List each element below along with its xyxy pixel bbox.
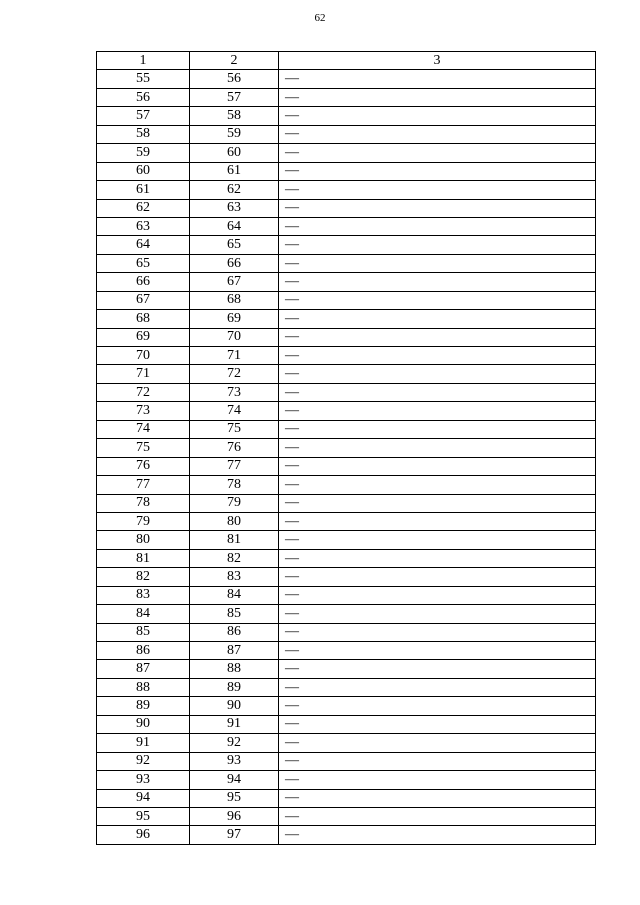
cell-col-1: 79 <box>97 512 190 530</box>
table-row <box>97 586 596 604</box>
table-row <box>97 642 596 660</box>
cell-col-3: — <box>279 531 596 549</box>
cell-col-2: 61 <box>190 162 279 180</box>
cell-col-1: 87 <box>97 660 190 678</box>
cell-col-1: 93 <box>97 771 190 789</box>
table-row <box>97 383 596 401</box>
cell-col-2: 60 <box>190 144 279 162</box>
cell-col-2: 57 <box>190 88 279 106</box>
cell-col-1: 57 <box>97 107 190 125</box>
cell-col-3: — <box>279 752 596 770</box>
cell-col-3: — <box>279 328 596 346</box>
cell-col-3: — <box>279 402 596 420</box>
cell-col-2: 93 <box>190 752 279 770</box>
cell-col-2: 85 <box>190 605 279 623</box>
cell-col-2: 68 <box>190 291 279 309</box>
cell-col-3: — <box>279 88 596 106</box>
cell-col-2: 59 <box>190 125 279 143</box>
cell-col-3: — <box>279 273 596 291</box>
cell-col-1: 55 <box>97 70 190 88</box>
cell-col-2: 94 <box>190 771 279 789</box>
cell-col-2: 97 <box>190 826 279 844</box>
cell-col-1: 85 <box>97 623 190 641</box>
cell-col-1: 72 <box>97 383 190 401</box>
cell-col-3: — <box>279 549 596 567</box>
cell-col-2: 62 <box>190 181 279 199</box>
table-row <box>97 605 596 623</box>
table-row <box>97 328 596 346</box>
table-row <box>97 660 596 678</box>
cell-col-2: 70 <box>190 328 279 346</box>
cell-col-3: — <box>279 476 596 494</box>
cell-col-2: 75 <box>190 420 279 438</box>
cell-col-3: — <box>279 383 596 401</box>
cell-col-1: 64 <box>97 236 190 254</box>
cell-col-2: 86 <box>190 623 279 641</box>
cell-col-1: 68 <box>97 310 190 328</box>
cell-col-3: — <box>279 807 596 825</box>
cell-col-3: — <box>279 162 596 180</box>
cell-col-2: 76 <box>190 439 279 457</box>
cell-col-1: 82 <box>97 568 190 586</box>
cell-col-2: 65 <box>190 236 279 254</box>
cell-col-1: 88 <box>97 678 190 696</box>
cell-col-1: 86 <box>97 642 190 660</box>
table-row <box>97 512 596 530</box>
cell-col-3: — <box>279 660 596 678</box>
cell-col-1: 75 <box>97 439 190 457</box>
cell-col-3: — <box>279 771 596 789</box>
cell-col-1: 77 <box>97 476 190 494</box>
table-row <box>97 310 596 328</box>
table-row <box>97 70 596 88</box>
page-number: 62 <box>314 12 326 24</box>
cell-col-2: 72 <box>190 365 279 383</box>
column-header-3: 3 <box>279 52 596 70</box>
cell-col-2: 88 <box>190 660 279 678</box>
table-row <box>97 549 596 567</box>
table-row <box>97 494 596 512</box>
cell-col-2: 81 <box>190 531 279 549</box>
table-row <box>97 181 596 199</box>
cell-col-3: — <box>279 512 596 530</box>
cell-col-3: — <box>279 623 596 641</box>
cell-col-1: 62 <box>97 199 190 217</box>
cell-col-2: 63 <box>190 199 279 217</box>
cell-col-1: 78 <box>97 494 190 512</box>
cell-col-1: 92 <box>97 752 190 770</box>
cell-col-1: 71 <box>97 365 190 383</box>
column-header-1: 1 <box>97 52 190 70</box>
table-row <box>97 531 596 549</box>
table-row <box>97 125 596 143</box>
column-header-2: 2 <box>190 52 279 70</box>
cell-col-3: — <box>279 217 596 235</box>
cell-col-2: 82 <box>190 549 279 567</box>
cell-col-1: 63 <box>97 217 190 235</box>
cell-col-1: 60 <box>97 162 190 180</box>
cell-col-3: — <box>279 420 596 438</box>
data-table <box>96 51 596 845</box>
cell-col-2: 95 <box>190 789 279 807</box>
table-row <box>97 347 596 365</box>
cell-col-1: 67 <box>97 291 190 309</box>
table-row <box>97 88 596 106</box>
table-row <box>97 771 596 789</box>
cell-col-3: — <box>279 291 596 309</box>
table-row <box>97 217 596 235</box>
cell-col-3: — <box>279 826 596 844</box>
cell-col-3: — <box>279 144 596 162</box>
cell-col-3: — <box>279 642 596 660</box>
cell-col-3: — <box>279 199 596 217</box>
cell-col-3: — <box>279 789 596 807</box>
table-row <box>97 826 596 844</box>
table-row <box>97 789 596 807</box>
cell-col-1: 96 <box>97 826 190 844</box>
cell-col-1: 90 <box>97 715 190 733</box>
cell-col-2: 83 <box>190 568 279 586</box>
table-row <box>97 402 596 420</box>
cell-col-3: — <box>279 310 596 328</box>
cell-col-1: 81 <box>97 549 190 567</box>
table-row <box>97 254 596 272</box>
cell-col-3: — <box>279 457 596 475</box>
cell-col-2: 84 <box>190 586 279 604</box>
cell-col-3: — <box>279 697 596 715</box>
cell-col-1: 70 <box>97 347 190 365</box>
table-row <box>97 752 596 770</box>
cell-col-1: 65 <box>97 254 190 272</box>
table-row <box>97 199 596 217</box>
table-row <box>97 107 596 125</box>
table-row <box>97 291 596 309</box>
table-header-row <box>97 52 596 70</box>
table-row <box>97 476 596 494</box>
cell-col-1: 61 <box>97 181 190 199</box>
cell-col-2: 71 <box>190 347 279 365</box>
cell-col-3: — <box>279 107 596 125</box>
cell-col-3: — <box>279 236 596 254</box>
table-row <box>97 273 596 291</box>
table-row <box>97 623 596 641</box>
cell-col-3: — <box>279 347 596 365</box>
table-row <box>97 420 596 438</box>
cell-col-1: 84 <box>97 605 190 623</box>
cell-col-3: — <box>279 365 596 383</box>
cell-col-1: 73 <box>97 402 190 420</box>
cell-col-3: — <box>279 586 596 604</box>
cell-col-2: 80 <box>190 512 279 530</box>
cell-col-2: 77 <box>190 457 279 475</box>
cell-col-2: 64 <box>190 217 279 235</box>
cell-col-3: — <box>279 125 596 143</box>
cell-col-3: — <box>279 715 596 733</box>
cell-col-3: — <box>279 605 596 623</box>
cell-col-1: 58 <box>97 125 190 143</box>
cell-col-2: 90 <box>190 697 279 715</box>
cell-col-3: — <box>279 254 596 272</box>
table-row <box>97 162 596 180</box>
cell-col-3: — <box>279 70 596 88</box>
cell-col-2: 66 <box>190 254 279 272</box>
table-row <box>97 715 596 733</box>
cell-col-3: — <box>279 494 596 512</box>
cell-col-1: 83 <box>97 586 190 604</box>
cell-col-2: 78 <box>190 476 279 494</box>
cell-col-2: 92 <box>190 734 279 752</box>
cell-col-1: 95 <box>97 807 190 825</box>
cell-col-2: 67 <box>190 273 279 291</box>
cell-col-2: 58 <box>190 107 279 125</box>
cell-col-1: 76 <box>97 457 190 475</box>
cell-col-2: 89 <box>190 678 279 696</box>
table-row <box>97 807 596 825</box>
cell-col-2: 56 <box>190 70 279 88</box>
cell-col-2: 91 <box>190 715 279 733</box>
cell-col-1: 89 <box>97 697 190 715</box>
table-row <box>97 678 596 696</box>
cell-col-3: — <box>279 678 596 696</box>
cell-col-2: 69 <box>190 310 279 328</box>
cell-col-1: 66 <box>97 273 190 291</box>
table-row <box>97 236 596 254</box>
cell-col-2: 87 <box>190 642 279 660</box>
table-row <box>97 568 596 586</box>
table-row <box>97 734 596 752</box>
cell-col-1: 80 <box>97 531 190 549</box>
table-row <box>97 439 596 457</box>
cell-col-2: 73 <box>190 383 279 401</box>
table-body <box>97 70 596 844</box>
table-row <box>97 144 596 162</box>
cell-col-1: 91 <box>97 734 190 752</box>
table-row <box>97 697 596 715</box>
cell-col-2: 79 <box>190 494 279 512</box>
cell-col-3: — <box>279 181 596 199</box>
cell-col-1: 94 <box>97 789 190 807</box>
cell-col-1: 59 <box>97 144 190 162</box>
cell-col-2: 74 <box>190 402 279 420</box>
cell-col-1: 69 <box>97 328 190 346</box>
cell-col-3: — <box>279 568 596 586</box>
cell-col-1: 74 <box>97 420 190 438</box>
cell-col-1: 56 <box>97 88 190 106</box>
cell-col-2: 96 <box>190 807 279 825</box>
cell-col-3: — <box>279 439 596 457</box>
table-row <box>97 457 596 475</box>
cell-col-3: — <box>279 734 596 752</box>
table-row <box>97 365 596 383</box>
